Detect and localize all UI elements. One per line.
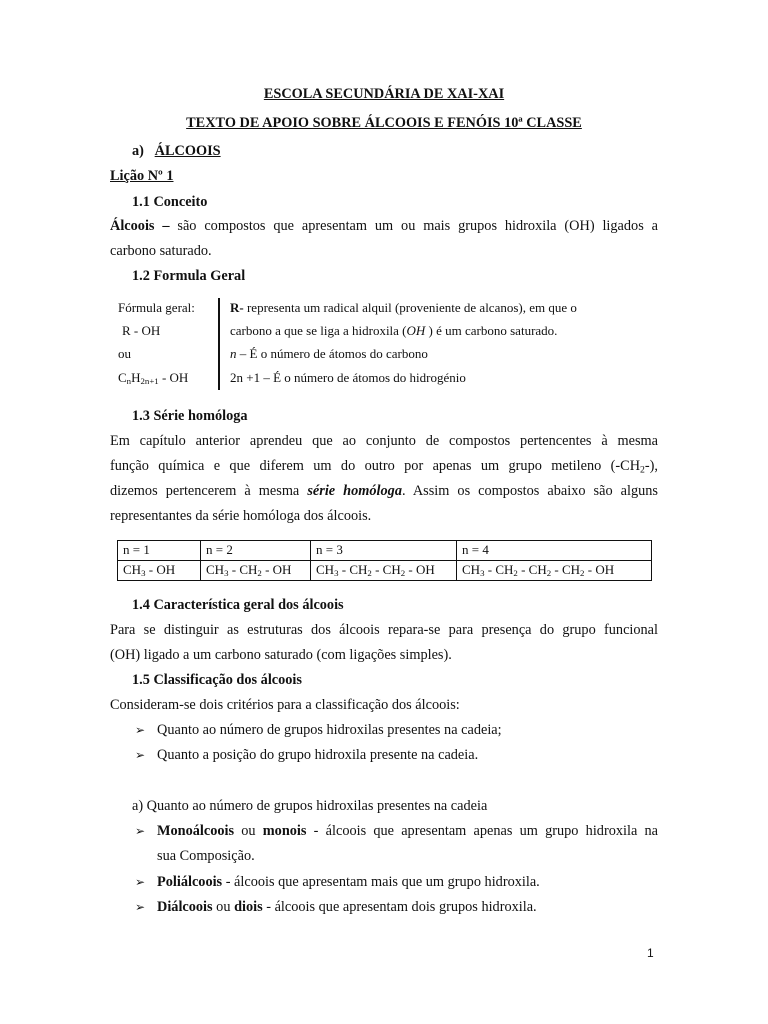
concept-term: Álcoois – (110, 218, 170, 234)
arrow-bullet-icon: ➢ (135, 900, 146, 914)
heading-1-1: 1.1 Conceito (132, 194, 208, 210)
arrow-bullet-icon: ➢ (135, 824, 146, 838)
series-line-1: Em capítulo anterior aprendeu que ao conjunto de compostos pertencentes à mesma (110, 433, 658, 449)
heading-1-5: 1.5 Classificação dos álcoois (132, 672, 302, 688)
series-term: série homóloga (307, 483, 402, 499)
characteristic-line-2: (OH) ligado a um carbono saturado (com ligações simples). (110, 647, 452, 663)
formula-or: ou (118, 346, 131, 361)
arrow-bullet-icon: ➢ (135, 748, 146, 762)
list-item: ➢ Diálcoois ou diois - álcoois que apresentam dois grupos hidroxila. (135, 899, 537, 915)
list-item: ➢ Poliálcoois - álcoois que apresentam mais que um grupo hidroxila. (135, 874, 540, 890)
list-item: ➢ Quanto a posição do grupo hidroxila presente na cadeia. (135, 747, 479, 763)
section-name: ÁLCOOIS (154, 143, 221, 159)
arrow-bullet-icon: ➢ (135, 723, 146, 737)
formula-r-desc: R- representa um radical alquil (proveniente de alcanos), em que o (230, 300, 577, 315)
heading-1-2: 1.2 Formula Geral (132, 268, 246, 284)
table-row (118, 541, 652, 561)
subsection-a: a) Quanto ao número de grupos hidroxilas presentes na cadeia (132, 798, 488, 814)
table-header-cell: n = 1 (118, 541, 201, 561)
formula-r-oh: R - OH (122, 323, 161, 338)
formula-label: Fórmula geral: (118, 300, 195, 315)
formula-n-desc: n – É o número de átomos do carbono (230, 346, 428, 361)
table-cell-n3: $CH_3 - CH_2 - CH_2$ - OH (311, 561, 457, 581)
homologous-series-table (117, 540, 652, 581)
concept-line-2: carbono saturado. (110, 243, 212, 259)
heading-1-3: 1.3 Série homóloga (132, 408, 248, 424)
heading-1-4: 1.4 Característica geral dos álcoois (132, 597, 344, 613)
lesson-label: Lição Nº 1 (110, 168, 174, 184)
table-cell-n4: $CH_3 - CH_2 - CH_2 - CH_2$ - OH (457, 561, 652, 581)
series-line-3: dizemos pertencerem à mesma série homóloga. Assim os compostos abaixo são alguns (110, 483, 658, 499)
section-letter: a) (132, 143, 144, 159)
characteristic-line-1: Para se distinguir as estruturas dos álcoois repara-se para presença do grupo funcional (110, 622, 658, 638)
list-item: ➢ Monoálcoois ou monois - álcoois que apresentam apenas um grupo hidroxila na (135, 823, 658, 839)
concept-line-1 (110, 218, 658, 234)
formula-h-desc: 2n +1 – É o número de átomos do hidrogénio (230, 370, 466, 385)
concept-line-1-text: são compostos que apresentam um ou mais grupos hidroxila (OH) ligados a (169, 218, 658, 234)
arrow-bullet-icon: ➢ (135, 875, 146, 889)
classification-intro: Consideram-se dois critérios para a classificação dos álcoois: (110, 697, 460, 713)
series-line-4: representantes da série homóloga dos álcoois. (110, 508, 372, 524)
table-header-cell: n = 3 (311, 541, 457, 561)
formula-cn: $C_nH_{2n+1}$ - OH (118, 370, 189, 387)
table-row (118, 561, 652, 581)
school-name: ESCOLA SECUNDÁRIA DE XAI-XAI (263, 86, 505, 102)
table-header-cell: n = 4 (457, 541, 652, 561)
table-header-cell: n = 2 (201, 541, 311, 561)
document-title: TEXTO DE APOIO SOBRE ÁLCOOIS E FENÓIS 10ª CLASSE (186, 115, 582, 131)
formula-divider (218, 298, 220, 390)
table-cell-n2: $CH_3 - CH_2$ - OH (201, 561, 311, 581)
list-item: ➢ Quanto ao número de grupos hidroxilas presentes na cadeia; (135, 722, 502, 738)
general-formula-box (118, 298, 658, 390)
formula-r-desc-2: carbono a que se liga a hidroxila (OH ) é um carbono saturado. (230, 323, 558, 338)
series-line-2: função química e que diferem um do outro por apenas um grupo metileno $(-CH_2-)$, (110, 458, 658, 476)
table-cell-n1: $CH_3$ - OH (118, 561, 201, 581)
page-number: 1 (647, 946, 654, 960)
mono-line-2: sua Composição. (157, 848, 255, 864)
section-heading (132, 143, 221, 159)
